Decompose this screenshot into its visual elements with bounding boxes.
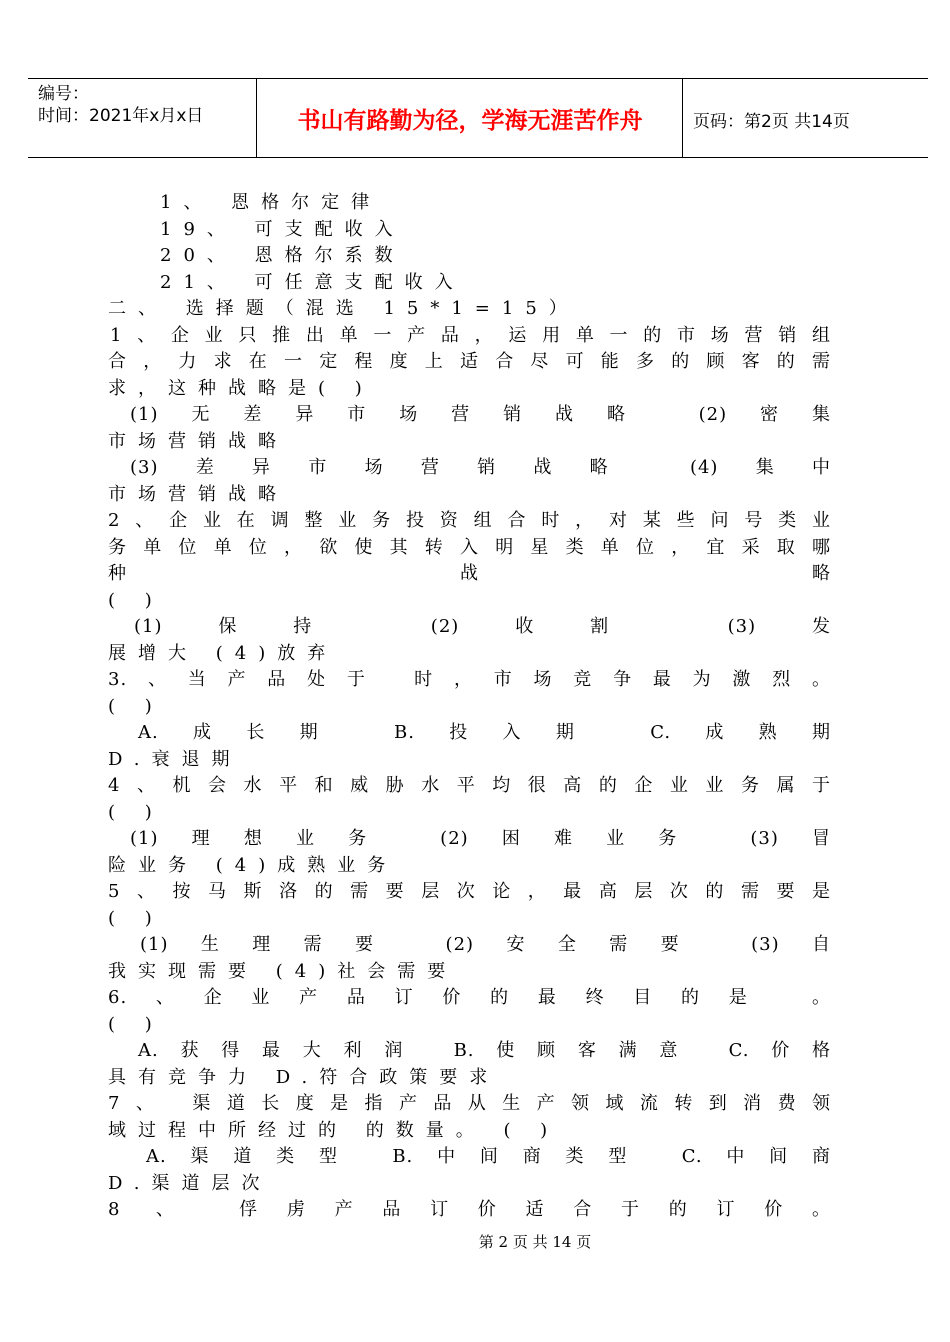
text-line: 7、 渠道长度是指产品从生产领域流转到消费领 [108,1093,831,1114]
text-line: 1、 恩格尔定律 [160,192,382,213]
text-line: ( ) [108,801,164,823]
text-line: (1)保持 (2)收割 (3)发 [134,616,831,637]
text-line: 域过程中所经过的 的数量。 ( ) [108,1119,560,1141]
text-line: A.获得最大利润 B.使顾客满意 C.价格 [138,1040,831,1061]
text-line: 市场营销战略 [108,483,288,505]
text-line: (3)差异市场营销战略 (4)集中 [130,457,831,478]
text-line: 种 战 略 [108,563,831,584]
text-line: A.成长期 B.投入期 C.成熟期 [138,722,831,743]
text-line: 20、 恩格尔系数 [160,245,405,266]
text-line: ( ) [108,589,164,611]
header-motto: 书山有路勤为径，学海无涯苦作舟 [297,107,643,134]
text-line: ( ) [108,907,164,929]
text-line: 4、机会水平和威胁水平均很高的企业业务属于 [108,775,831,796]
text-line: 8 、 俘虏产品订价适合于的订价。 [108,1199,831,1220]
text-line: 展增大 (4)放弃 [108,642,338,664]
time-label: 时间：2021年x月x日 [38,106,204,126]
text-line: 具有竞争力 D.符合政策要求 [108,1066,500,1088]
text-line: 6.、企业产品订价的最终目的是 。 [108,987,831,1008]
text-line: 险业务 (4)成熟业务 [108,854,398,876]
text-line: 19、 可支配收入 [160,218,405,240]
text-line: ( ) [108,695,164,717]
text-line: 二、 选择题（混选 15*1=15） [108,298,579,319]
text-line: 1、企业只推出单一产品，运用单一的市场营销组 [110,324,831,346]
text-line: 市场营销战略 [108,430,288,452]
text-line: 合，力求在一定程度上适合尽可能多的顾客的需 [108,351,831,372]
text-line: 2、企业在调整业务投资组合时，对某些问号类业 [108,510,831,531]
text-line: D.衰退期 [108,748,242,770]
header-divider-left [256,79,257,157]
text-line: D.渠道层次 [108,1172,272,1194]
text-line: (1)生理需要 (2)安全需要 (3)自 [140,934,831,955]
header-divider-right [682,79,683,157]
text-line: 5、按马斯洛的需要层次论，最高层次的需要是 [108,881,831,902]
text-line: ( ) [108,1013,164,1035]
page-header [28,78,928,158]
text-line: A.渠道类型 B.中间商类型 C.中间商 [146,1146,831,1167]
document-body [108,190,831,1224]
text-line: 求，这种战略是( ) [108,377,374,399]
text-line: (1)理想业务 (2)困难业务 (3)冒 [130,828,831,849]
text-line: 3.、当产品处于 时，市场竞争最为激烈。 [108,669,831,690]
number-label: 编号： [38,84,89,104]
header-page-number: 页码：第2页 共14页 [693,112,850,132]
text-line: 务单位单位，欲使其转入明星类单位，宜采取哪 [108,536,831,558]
page-footer: 第 2 页 共 14 页 [478,1233,592,1251]
text-line: (1)无差异市场营销战略 (2)密集 [130,404,831,425]
header-meta [38,83,258,127]
text-line: 21、 可任意支配收入 [160,271,465,293]
text-line: 我实现需要 (4)社会需要 [108,960,458,982]
